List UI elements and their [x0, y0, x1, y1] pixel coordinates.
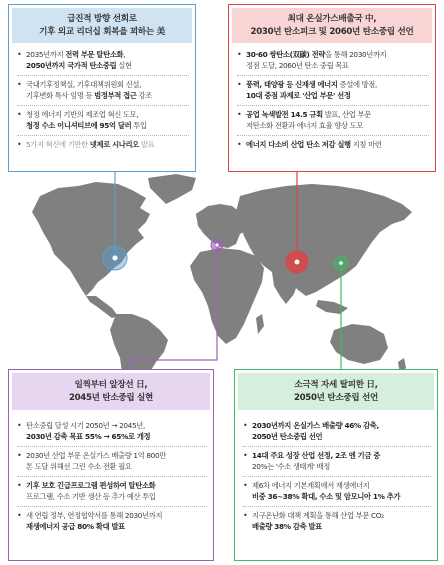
kr-marker — [339, 261, 343, 265]
madagascar-shape — [256, 314, 264, 334]
jp-item: • 기후 보호 긴급프로그램 편성하여 탈탄소화 프로그램, 수소 기반 생산 등 추가 예산 투입 — [17, 477, 207, 507]
us-policy-card — [8, 4, 196, 172]
kr-item: • 14대 주요 성장 산업 선정, 2조 엔 기금 중 20%는 '수소 생태계' 배정 — [243, 447, 431, 477]
jp-card-body — [9, 413, 213, 536]
jp-policy-card — [8, 369, 214, 561]
bullet-icon: • — [237, 110, 242, 119]
cn-card-header — [232, 8, 432, 43]
central-america-shape — [86, 296, 118, 318]
cn-card-body — [229, 46, 435, 154]
jp-item: • 탄소중립 달성 시기 2050년 → 2045년, 2030년 감축 목표 55% → 65%로 개정 — [17, 417, 207, 447]
us-card-header — [12, 8, 192, 43]
bullet-icon: • — [243, 511, 248, 520]
jp-item: • 2030년 산업 부문 온실가스 배출량 1억 800만 톤 도달 위해선 그린 수소 전환 필요 — [17, 447, 207, 477]
jp-card-header — [12, 373, 210, 410]
australia-shape — [330, 324, 388, 364]
kr-item: • 지구온난화 대책 계획을 통해 산업 부문 CO₂ 배출량 38% 감축 발표 — [243, 511, 384, 531]
kr-title-line2: 2050년 탄소중립 선언 — [293, 393, 379, 403]
us-item: • 5가지 혁신에 기반한 넷제로 시나리오 발표 — [17, 140, 155, 149]
bullet-icon: • — [243, 451, 248, 460]
bullet-icon: • — [237, 140, 242, 149]
africa-shape — [190, 248, 264, 344]
jp-marker — [215, 243, 219, 247]
north-america-shape — [32, 182, 150, 296]
us-item: • 2035년까지 전력 부문 탈탄소화, 2050년까지 국가적 탄소중립 실현 — [17, 46, 189, 76]
bullet-icon: • — [17, 140, 22, 149]
bullet-icon: • — [17, 50, 22, 59]
jp-title-line1: 일찍부터 앞장선 日, — [74, 380, 148, 390]
se-asia-shape — [316, 300, 348, 314]
jp-title-line2: 2045년 탄소중립 실현 — [68, 393, 154, 403]
us-item: • 국내기후정책실, 기후대책위원회 신설, 기후변화 특사 임명 등 범정부적 접근 강조 — [17, 76, 189, 106]
cn-policy-card — [228, 4, 436, 172]
kr-card-header — [238, 373, 434, 410]
us-item: • 청정 에너지 기반의 제조업 혁신 도모, 청정 수소 이니셔티브에 95억 달러 투입 — [17, 106, 189, 136]
bullet-icon: • — [17, 481, 22, 490]
kr-item: • 제6차 에너지 기본계획에서 재생에너지 비중 36~38% 확대, 수소 및 암모니아 1% 추가 — [243, 477, 431, 507]
kr-item: • 2030년까지 온실가스 배출량 46% 감축, 2050년 탄소중립 선언 — [243, 417, 431, 447]
bullet-icon: • — [17, 451, 22, 460]
bullet-icon: • — [243, 421, 248, 430]
cn-title-line2: 2030년 탄소피크 및 2060년 탄소중립 선언 — [250, 27, 414, 37]
cn-item: • 풍력, 태양광 등 신재생 에너지 증설에 방점, 10대 중점 과제로 '산업 부문' 선정 — [237, 76, 429, 106]
bullet-icon: • — [237, 80, 242, 89]
cn-item: • 에너지 다소비 산업 탄소 저감 실행 지침 마련 — [237, 140, 382, 149]
kr-title-line1: 소극적 자세 탈피한 日, — [294, 380, 378, 390]
cn-marker — [294, 259, 300, 265]
us-title-line1: 급진적 방향 선회로 — [67, 14, 137, 24]
bullet-icon: • — [17, 421, 22, 430]
greenland-shape — [148, 174, 196, 204]
bullet-icon: • — [237, 50, 242, 59]
cn-item: • 공업 녹색발전 14.5 규획 발표, 산업 부문 저탄소화 전환과 에너지 효율 향상 도모 — [237, 106, 429, 136]
bullet-icon: • — [17, 110, 22, 119]
jp-item: • 새 연립 정부, 연정협약서를 통해 2030년까지 재생에너지 공급 80% 확대 발표 — [17, 511, 163, 531]
kr-card-body — [235, 413, 437, 536]
bullet-icon: • — [243, 481, 248, 490]
us-title-line2: 기후 외교 리더십 회복을 꾀하는 美 — [39, 27, 165, 37]
cn-item: • 30·60 쌍탄소(双碳) 전략을 통해 2030년까지 정점 도달, 2060년 탄소 중립 목표 — [237, 46, 429, 76]
us-marker — [112, 255, 118, 261]
kr-policy-card — [234, 369, 438, 561]
cn-title-line1: 최대 온실가스배출국 中, — [287, 14, 377, 24]
us-card-body — [9, 46, 195, 154]
bullet-icon: • — [17, 511, 22, 520]
bullet-icon: • — [17, 80, 22, 89]
